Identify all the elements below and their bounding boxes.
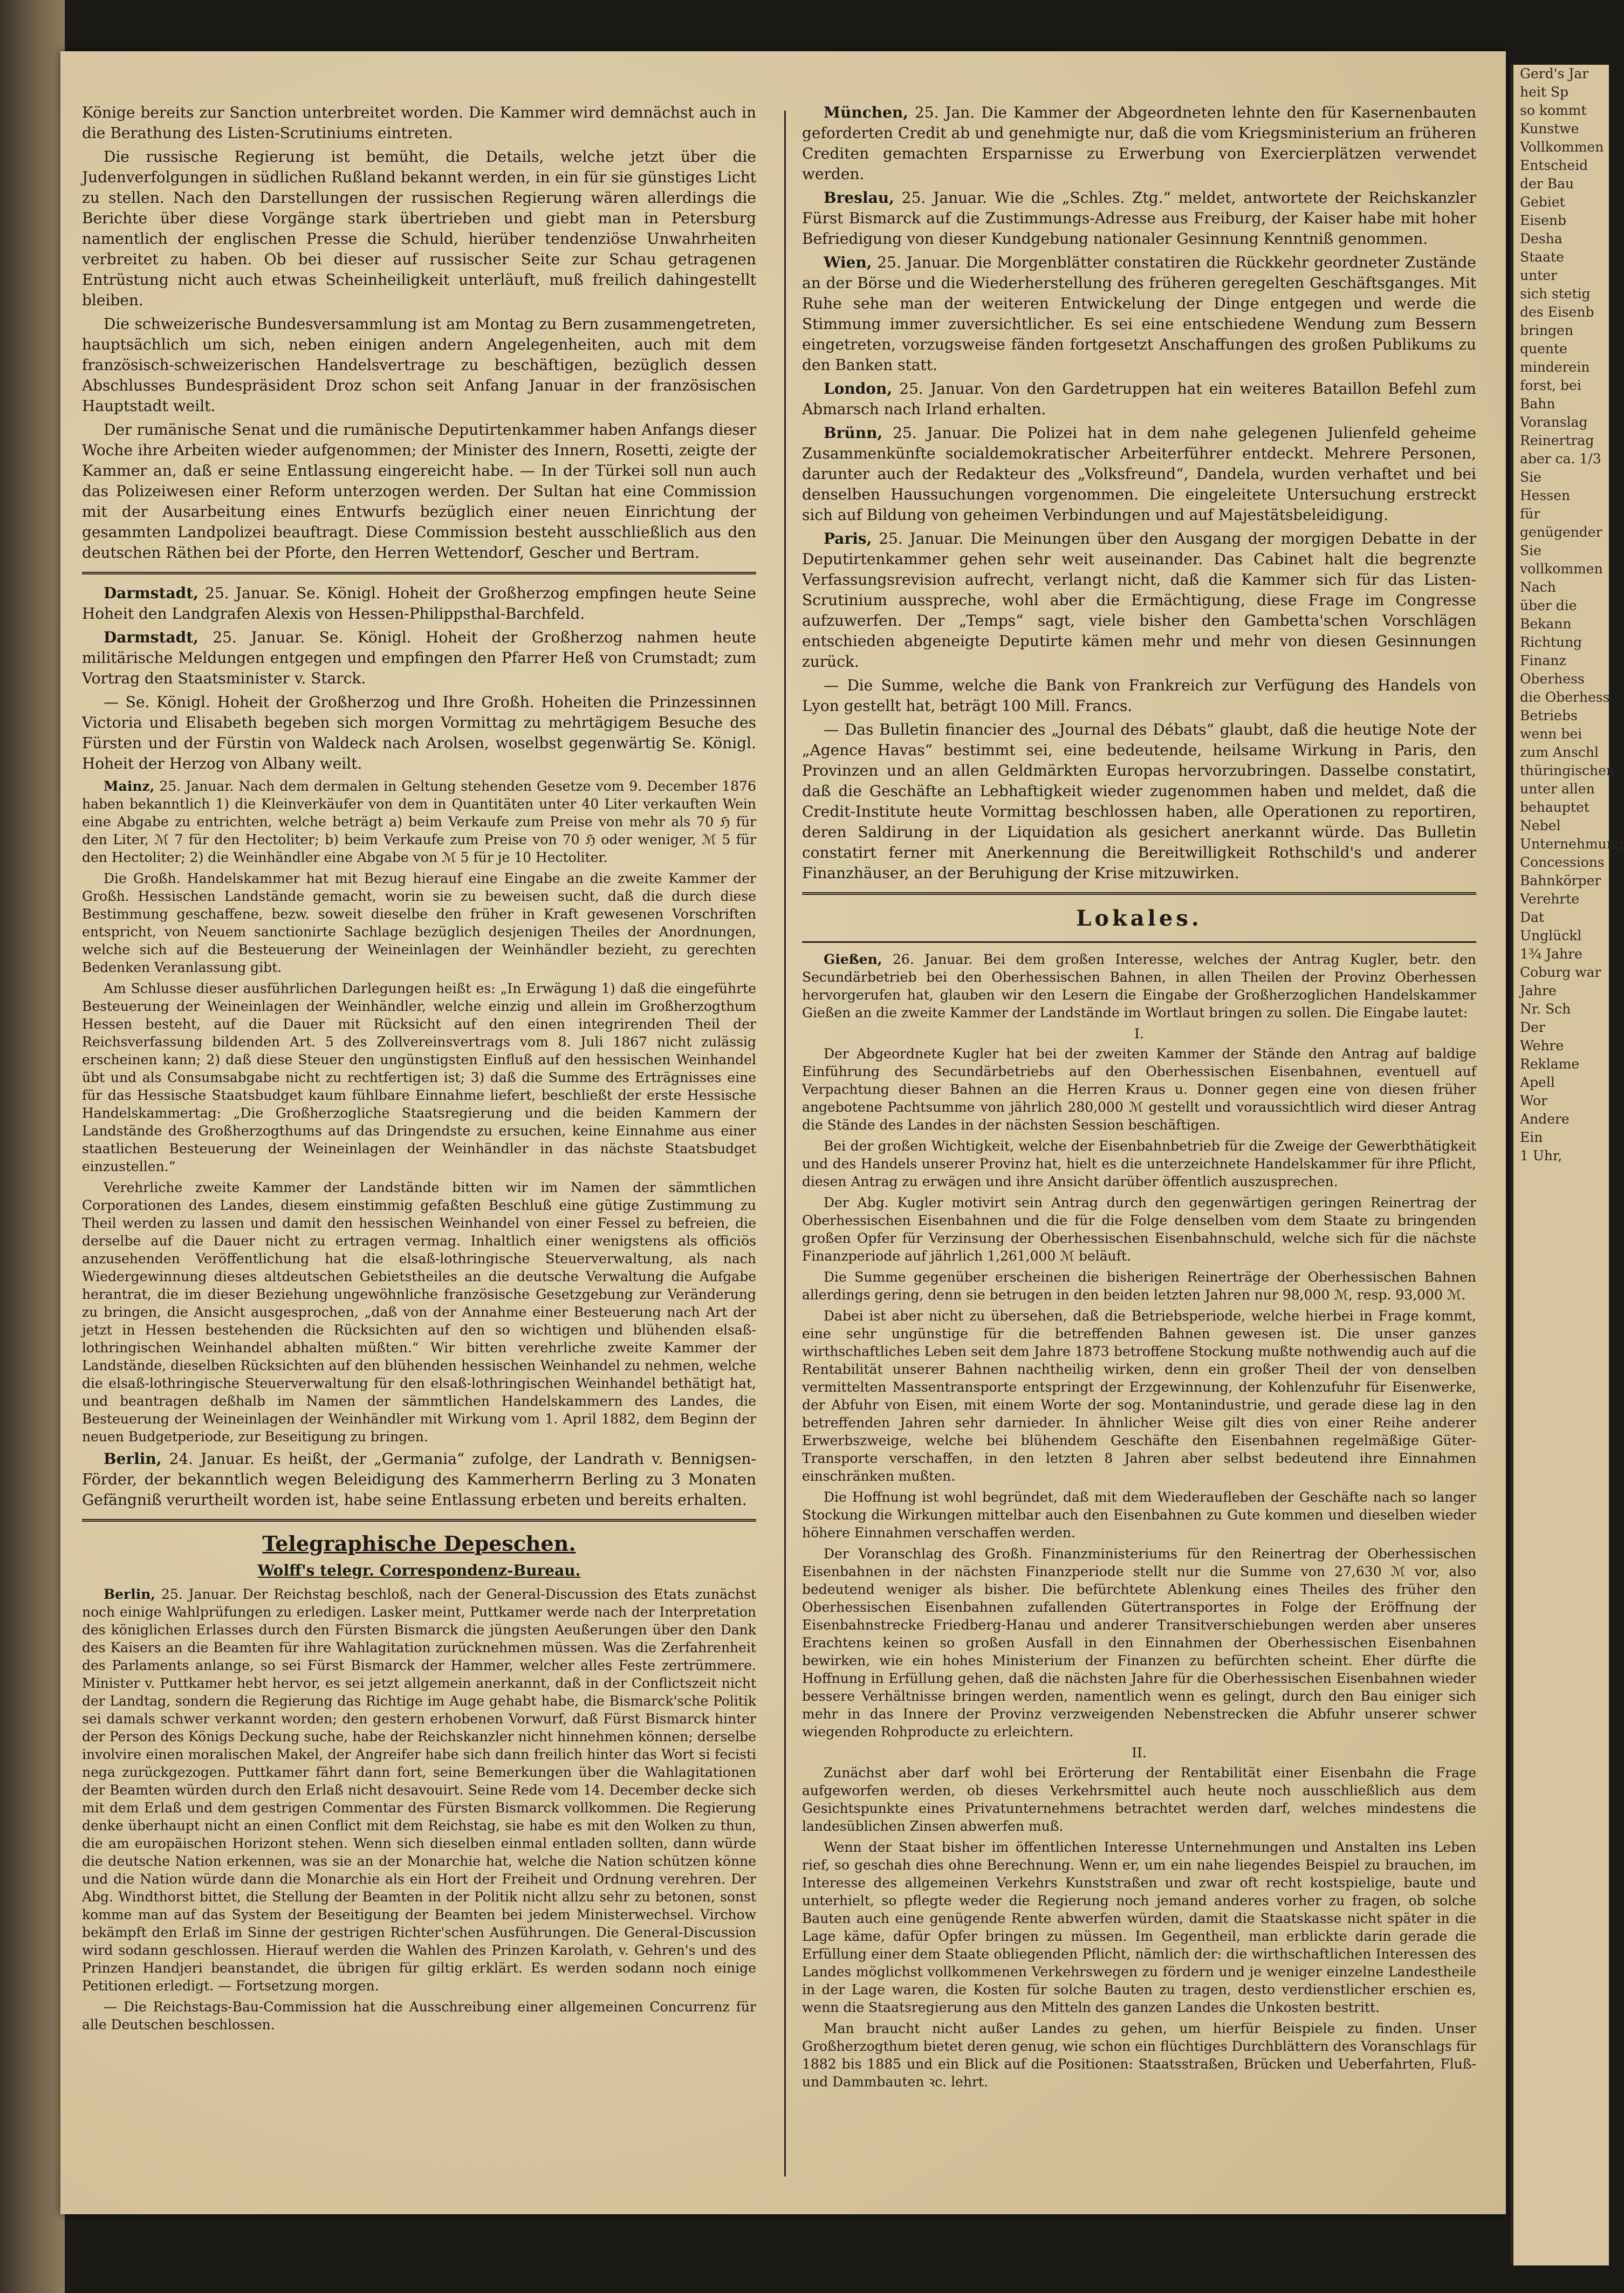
adjacent-page-line: thüringischen <box>1520 763 1615 778</box>
article-paragraph: Bei der großen Wichtigkeit, welche der Eisenbahnbetrieb für die Zweige der Gewerbthätigkeit und des Handels unserer Provinz hat, hielt es die unterzeichnete Handelskammer für ihre Pflicht, diesen Antrag zu erwägen und ihre Ansicht darüber öffentlich auszusprechen. <box>802 1138 1476 1189</box>
article-paragraph: Wenn der Staat bisher im öffentlichen Interesse Unternehmungen und Anstalten ins Leben rief, so geschah dies ohne Berechnung. Wenn er, um ein nahe liegendes Beispiel zu brauchen, im Interesse des allgemeinen Verkehrs Kunststraßen und zwar oft recht kostspielige, baute und unterhielt, so pflegte weder die Regierung noch jemand anderes vorher zu fragen, ob solche Bauten auch eine genügende Rente abwerfen würden, damit die Staatskasse nicht später in die Lage käme, dafür Opfer bringen zu müssen. Im Gegentheil, man erblickte darin gerade die Erfüllung einer dem Staate obliegenden Pflicht, nämlich der: die wirthschaftlichen Interessen des Landes möglichst vollkommenen Verkehrswegen zu fördern und je weniger einzelne Landestheile in der Lage waren, die Kosten für solche Bauten zu tragen, desto verdienstlicher erschien es, wenn die Staatsregierung aus den Mitteln des ganzen Landes die Unkosten bestritt. <box>802 1839 1476 2015</box>
right-column <box>802 102 1476 2190</box>
news-text: 25. Januar. Nach dem dermalen in Geltung stehenden Gesetze vom 9. December 1876 haben bekanntlich 1) die Kleinverkäufer von dem in Quantitäten unter 40 Liter verkauften Wein eine Abgabe zu entrichten, welche beträgt a) beim Verkaufe zum Preise von mehr als 70 ℌ für den Liter, ℳ 7 für den Hectoliter; b) beim Verkaufe zum Preise von 70 ℌ oder weniger, ℳ 5 für den Hectoliter; 2) die Weinhändler eine Abgabe von ℳ 5 für je 10 Hectoliter. <box>82 778 756 865</box>
adjacent-page-line: Voranslag <box>1520 414 1588 430</box>
dateline: Gießen, <box>824 952 882 967</box>
article-paragraph: — Die Reichstags-Bau-Commission hat die Ausschreibung einer allgemeinen Concurrenz für alle Deutschen beschlossen. <box>82 1999 756 2032</box>
adjacent-page-line: Dat <box>1520 909 1544 925</box>
article-paragraph: Zunächst aber darf wohl bei Erörterung der Rentabilität einer Eisenbahn die Frage aufgeworfen werden, ob dieses Verkehrsmittel auch heute noch ausschließlich aus dem Gesichtspunkte eines Privatunternehmens betrachtet werden darf, welches mindestens die landesüblichen Zinsen abwerfen muß. <box>802 1765 1476 1834</box>
news-item-darmstadt <box>82 627 756 689</box>
adjacent-page-line: heit Sp <box>1520 84 1569 100</box>
adjacent-page-line: Hessen <box>1520 488 1571 503</box>
dateline: Darmstadt, <box>104 584 198 602</box>
adjacent-page-line: minderein <box>1520 359 1590 375</box>
news-text: 25. Januar. Von den Gardetruppen hat ein weiteres Bataillon Befehl zum Abmarsch nach Irland erhalten. <box>802 380 1476 418</box>
news-item-berlin <box>82 1449 756 1510</box>
telegraph-section-title: Telegraphische Depeschen. <box>262 1531 576 1556</box>
dateline: Paris, <box>824 530 872 547</box>
adjacent-page-line: quente <box>1520 341 1567 357</box>
article-paragraph: Man braucht nicht außer Landes zu gehen, um hierfür Beispiele zu finden. Unser Großherzogthum bietet deren genug, wie schon ein flüchtiges Durchblättern des Voranschlags für 1882 bis 1885 und ein Blick auf die Positionen: Staatsstraßen, Brücken und Ueberfahrten, Fluß- und Dammbauten ꝛc. lehrt. <box>802 2021 1476 2090</box>
adjacent-page-line: Sie <box>1520 469 1541 485</box>
dateline: Berlin, <box>104 1450 162 1468</box>
telegraph-section-subtitle: Wolff's telegr. Correspondenz-Bureau. <box>257 1562 581 1579</box>
news-item-giessen <box>802 950 1476 1022</box>
section-divider <box>802 892 1476 895</box>
news-text: 24. Januar. Es heißt, der „Germania“ zufolge, der Landrath v. Bennigsen-Förder, der bekanntlich wegen Beleidigung des Kammerherrn Berling zu 3 Monaten Gefängniß verurtheilt worden ist, habe seine Entlassung erbeten und bereits erhalten. <box>82 1450 757 1509</box>
adjacent-page-line: Apell <box>1520 1074 1555 1090</box>
adjacent-page-line: unter <box>1520 268 1557 283</box>
adjacent-page-line: zum Anschl <box>1520 744 1599 760</box>
left-column <box>82 102 756 2190</box>
section-divider <box>82 572 756 574</box>
article-paragraph: Die schweizerische Bundesversammlung ist am Montag zu Bern zusammengetreten, hauptsächlich um sich, neben einigen andern Angelegenheiten, auch mit dem französisch-schweizerischen Handelsvertrage zu beschäftigen, bezüglich dessen Abschlusses Bundespräsident Droz schon seit Anfang Januar in der französischen Hauptstadt weilt. <box>82 315 756 415</box>
adjacent-page-line: Desha <box>1520 231 1563 247</box>
adjacent-page-line: vollkommen <box>1520 561 1603 577</box>
article-paragraph: — Das Bulletin financier des „Journal des Débats“ glaubt, daß die heutige Note der „Agence Havas“ bestimmt sei, eine bedeutende, heilsame Wirkung in Paris, den Provinzen und an allen Geldmärkten Europas hervorzubringen. Dasselbe constatirt, daß die Geschäfte an Lebhaftigkeit wieder zugenommen haben und meldet, daß die Credit-Institute heute Vormittag beschlossen haben, alle Operationen zu reportiren, deren Saldirung in der Liquidation als gesichert anerkannt würde. Das Bulletin constatirt ferner mit Anerkennung die Bereitwilligkeit Rothschild's und anderer Finanzhäuser, an der Beruhigung der Krise mitzuwirken. <box>802 721 1476 882</box>
adjacent-page-line: unter allen <box>1520 781 1595 797</box>
adjacent-page-line: aber ca. 1/3 <box>1520 451 1601 467</box>
adjacent-page-line: des Eisenb <box>1520 304 1594 320</box>
adjacent-page-line: der Bau <box>1520 176 1574 191</box>
news-text: 25. Januar. Der Reichstag beschloß, nach der General-Discussion des Etats zunächst noch einige Wahlprüfungen zu erledigen. Lasker meint, Puttkamer werde nach der Interpretation des königlichen Erlasses durch den Fürsten Bismarck die jüngsten Aeußerungen über den Dank des Kaisers an die Beamten für ihre Wahlagitation zurücknehmen müssen. Was die Zerfahrenheit des Parlaments anlange, so sei Fürst Bismarck der Hammer, welcher alles Feste zertrümmere. Minister v. Puttkamer hebt hervor, es sei jetzt allgemein anerkannt, daß in der Conflictszeit nicht der Landtag, sondern die Regierung das Richtige im Auge gehabt habe, die Bismarck'sche Politik sei damals schwer verkannt worden; den gestern erhobenen Vorwurf, daß Fürst Bismarck hinter der Person des Königs Deckung suche, habe der Reichskanzler nicht hinnehmen können; derselbe involvire einen moralischen Makel, der Angreifer habe sich dann freilich hinter das Wort si fecisti nega zurückgezogen. Puttkamer fährt dann fort, seine Bemerkungen über die Wahlagitationen der Beamten würden durch den Erlaß nicht desavouirt. Seine Rede vom 14. December decke sich mit dem Erlaß und dem gestrigen Commentar des Fürsten Bismarck vollkommen. Die Regierung denke überhaupt nicht an einen Conflict mit dem Reichstag, sie habe es mit den Wolken zu thun, die am europäischen Horizont stehen. Wenn sich dieselben einmal entladen sollten, dann würde die deutsche Nation erkennen, was sie an der Monarchie hat, welche die Nation schützen könne und die Nation würde dann die Monarchie als ein Hort der Freiheit und Ordnung verehren. Der Abg. Windthorst bittet, die Stellung der Beamten in der Politik nicht allzu sehr zu betonen, sonst komme man auf das System der Beseitigung der Beamten bei jedem Ministerwechsel. Virchow bekämpft den Erlaß im Sinne der gestrigen Richter'schen Ausführungen. Die General-Discussion wird sodann geschlossen. Hierauf werden die Wahlen des Prinzen Karolath, v. Gehren's und des Prinzen Handjeri beanstandet, die übrigen für giltig erklärt. Es werden sodann noch einige Petitionen erledigt. — Fortsetzung morgen. <box>82 1586 756 1994</box>
news-item-mainz <box>82 777 756 866</box>
article-paragraph: Der rumänische Senat und die rumänische Deputirtenkammer haben Anfangs dieser Woche ihre Arbeiten wieder aufgenommen; der Minister des Innern, Rosetti, zeigte der Kammer an, daß er seine Entlassung eingereicht habe. — In der Türkei soll nun auch das Polizeiwesen einer Reform unterzogen werden. Der Sultan hat eine Commission mit der Ausarbeitung eines Entwurfs bezüglich einer neuen Einrichtung der gesammten Landpolizei beauftragt. Diese Commission besteht ausschließlich aus den deutschen Räthen bei der Pforte, den Herren Wettendorf, Gescher und Bertram. <box>82 421 756 562</box>
adjacent-page-line: Wor <box>1520 1093 1548 1108</box>
news-text: 25. Januar. Se. Königl. Hoheit der Großherzog nahmen heute militärische Meldungen entgegen und empfingen den Pfarrer Heß von Crumstadt; zum Vortrag den Staatsminister v. Starck. <box>82 628 756 687</box>
adjacent-page-line: Oberhess <box>1520 671 1585 687</box>
adjacent-page-line: 1 Uhr, <box>1520 1148 1563 1163</box>
adjacent-page-line: Jahre <box>1520 983 1557 998</box>
section-divider <box>82 1519 756 1522</box>
dateline: Mainz, <box>104 778 155 794</box>
section-numeral: I. <box>1134 1026 1144 1042</box>
dateline: Brünn, <box>824 424 883 442</box>
adjacent-page-text <box>1513 65 1624 1165</box>
adjacent-page-line: Gebiet <box>1520 194 1565 210</box>
adjacent-page-line: behauptet <box>1520 799 1589 815</box>
adjacent-page-line: Bahn <box>1520 396 1556 412</box>
article-paragraph: Die Großh. Handelskammer hat mit Bezug hierauf eine Eingabe an die zweite Kammer der Großh. Hessischen Landstände gemacht, worin sie zu beweisen sucht, daß die durch diese Bestimmung geschaffene, bezw. soweit dieselbe den früher in Kraft gewesenen Vorschriften entspricht, von Neuem sanctionirte Sachlage bezüglich desjenigen Theiles der Anordnungen, welche sich auf die Besteuerung der Weineinlagen der Weinhändler bezieht, zu gerechten Bedenken Veranlassung gibt. <box>82 871 756 975</box>
adjacent-page-line: sich stetig <box>1520 286 1591 302</box>
adjacent-page-line: Bahnkörper <box>1520 873 1601 888</box>
adjacent-page-line: Kunstwe <box>1520 121 1579 136</box>
section-numeral: II. <box>1132 1745 1147 1761</box>
adjacent-page-line: Andere <box>1520 1111 1570 1127</box>
adjacent-page-line: Finanz <box>1520 653 1566 668</box>
adjacent-page-line: Unternehmung <box>1520 836 1624 852</box>
dateline: Darmstadt, <box>104 628 198 646</box>
adjacent-page-line: über die <box>1520 598 1577 613</box>
article-paragraph: — Die Summe, welche die Bank von Frankreich zur Verfügung des Handels von Lyon gestellt hat, beträgt 100 Mill. Francs. <box>802 676 1476 715</box>
adjacent-page-line: Nebel <box>1520 818 1561 833</box>
book-binding-edge <box>0 0 65 2293</box>
news-text: 25. Januar. Die Polizei hat in dem nahe gelegenen Julienfeld geheime Zusammenkünfte socialdemokratischer Arbeiterführer entdeckt. Mehrere Personen, darunter auch der Redakteur des „Volksfreund“, Dandela, wurden verhaftet und bei denselben Haussuchungen vorgenommen. Die eingeleitete Untersuchung erstreckt sich auf Bildung von geheimen Verbindungen und auf Majestätsbeleidigung. <box>802 424 1476 524</box>
adjacent-page-line: Reklame <box>1520 1056 1580 1072</box>
news-item-berlin-telegraph <box>82 1585 756 1995</box>
news-text: 25. Januar. Se. Königl. Hoheit der Großherzog empfingen heute Seine Hoheit den Landgrafen Alexis von Hessen-Philippsthal-Barchfeld. <box>82 584 757 622</box>
adjacent-page-line: Betriebs <box>1520 708 1578 723</box>
column-rule <box>784 111 786 2176</box>
adjacent-page-line: Nr. Sch <box>1520 1001 1571 1017</box>
news-item-darmstadt <box>82 583 756 624</box>
adjacent-page-line: Entscheid <box>1520 158 1588 173</box>
adjacent-page-line: Gerd's Jar <box>1520 66 1589 81</box>
dateline: Wien, <box>824 254 872 271</box>
adjacent-page-line: Ein <box>1520 1130 1543 1145</box>
adjacent-page-line: Wehre <box>1520 1038 1564 1053</box>
adjacent-page-line: Eisenb <box>1520 213 1566 228</box>
news-text: 25. Jan. Die Kammer der Abgeordneten lehnte den für Kasernenbauten geforderten Credit ab und genehmigte nur, daß die vom Kriegsministerium an früheren Crediten gemachten Ersparnisse zu Erwerbung von Exercierplätzen verwendet werden. <box>802 104 1476 183</box>
adjacent-page-line: Staate <box>1520 249 1564 265</box>
adjacent-page-line: Unglückl <box>1520 928 1582 943</box>
adjacent-page-line: Richtung <box>1520 634 1582 650</box>
article-paragraph: Könige bereits zur Sanction unterbreitet worden. Die Kammer wird demnächst auch in die Berathung des Listen-Scrutiniums eintreten. <box>82 104 756 142</box>
adjacent-page-line: 1¾ Jahre <box>1520 946 1582 962</box>
news-item-paris <box>802 529 1476 672</box>
dateline: London, <box>824 380 893 398</box>
news-item-darmstadt: — Se. Königl. Hoheit der Großherzog und Ihre Großh. Hoheiten die Prinzessinnen Victoria und Elisabeth begeben sich morgen Vormittag zu mehrtägigem Besuche des Fürsten und der Fürstin von Waldeck nach Arolsen, woselbst gegenwärtig Se. Königl. Hoheit der Herzog von Albany weilt. <box>82 693 756 772</box>
adjacent-page-line: bringen <box>1520 323 1573 338</box>
article-paragraph: Am Schlusse dieser ausführlichen Darlegungen heißt es: „In Erwägung 1) daß die eingeführte Besteuerung der Weineinlagen der Weinhändler, welche einzig und allein im Großherzogthum Hessen besteht, auf die Dauer mit Rücksicht auf den einen integrirenden Theil der Reichsverfassung bildenden Art. 5 des Zollvereinsvertrags vom 8. Juli 1867 nicht zulässig erscheinen kann; 2) daß diese Steuer den ungünstigsten Einfluß auf den hessischen Weinhandel übt und als Consumsabgabe nicht zu rechtfertigen ist; 3) daß die Summe des Erträgnisses eine für das Hessische Staatsbudget kaum fühlbare Einnahme liefert, beschließt der erste Hessische Handelskammertag: „Die Großherzogliche Staatsregierung und die beiden Kammern der Landstände des Großherzogthums auf das Dringendste zu ersuchen, keine Einnahme aus einer staatlichen Besteuerung der Weineinlagen der Weinhändler in das nächste Staatsbudget einzustellen.“ <box>82 981 756 1174</box>
adjacent-page-fragment <box>1510 65 1624 2265</box>
news-text: 25. Januar. Wie die „Schles. Ztg.“ meldet, antwortete der Reichskanzler Fürst Bismarck auf die Zustimmungs-Adresse aus Freiburg, der Kaiser habe mit hoher Befriedigung von dieser Kundgebung nationaler Gesinnung Kenntniß genommen. <box>802 189 1476 248</box>
article-paragraph: Der Abg. Kugler motivirt sein Antrag durch den gegenwärtigen geringen Reinertrag der Oberhessischen Eisenbahnen und die für die Folge denselben vom dem Staate zu bringenden großen Opfer für Verzinsung der Oberhessischen Eisenbahnschuld, welche sich für die nächste Finanzperiode auf jährlich 1,261,000 ℳ beläuft. <box>802 1195 1476 1264</box>
dateline: München, <box>824 104 909 121</box>
news-item-london <box>802 379 1476 420</box>
adjacent-page-line: genügender <box>1520 524 1602 540</box>
adjacent-page-line: Concessions <box>1520 854 1605 870</box>
adjacent-page-line: Bekann <box>1520 616 1572 632</box>
section-divider <box>802 941 1476 943</box>
adjacent-page-line: Der <box>1520 1019 1545 1035</box>
article-paragraph: Der Abgeordnete Kugler hat bei der zweiten Kammer der Stände den Antrag auf baldige Einführung des Secundärbetriebs auf den Oberhessischen Eisenbahnen, eventuell auf Verpachtung dieser Bahnen an die Herren Kraus u. Donner gegen eine von diesen früher angebotene Pachtsumme von jährlich 280,000 ℳ gestellt und voraussichtlich wird dieser Antrag die Stände des Landes in der nächsten Session beschäftigen. <box>802 1046 1476 1133</box>
article-paragraph: Dabei ist aber nicht zu übersehen, daß die Betriebsperiode, welche hierbei in Frage kommt, eine sehr ungünstige für die betreffenden Bahnen gewesen ist. Die unser ganzes wirthschaftliches Leben seit dem Jahre 1873 betroffene Stockung mußte nothwendig auch auf die Rentabilität unserer Bahnen nachtheilig wirken, denn ein großer Theil der von denselben vermittelten Massentransporte entspringt der Erzgewinnung, der Kohlenzufuhr für Eisenwerke, der Abfuhr von Eisen, mit einem Worte der sog. Montanindustrie, und gerade diese lag in den betreffenden Jahren sehr darnieder. In ähnlicher Weise gilt dies von einer Reihe anderer Erwerbszweige, welche bei blühendem Geschäfte den Eisenbahnen regelmäßige Güter-Transporte verschaffen, in den letzten 8 Jahren aber selbst bedeutend ihre Einnahmen einschränken mußten. <box>802 1308 1476 1484</box>
adjacent-page-line: Sie <box>1520 543 1541 558</box>
adjacent-page-line: so kommt <box>1520 102 1587 118</box>
news-item-bruenn <box>802 423 1476 525</box>
adjacent-page-line: Verehrte <box>1520 891 1580 907</box>
adjacent-page-line: für <box>1520 506 1540 522</box>
news-text: 25. Januar. Die Morgenblätter constatiren die Rückkehr geordneter Zustände an der Börse und die Wiederherstellung des früheren geregelten Geschäftsganges. Mit Ruhe sehe man der weiteren Entwickelung der Dinge entgegen und werde die Stimmung immer zuversichtlicher. Es sei eine entschiedene Wendung zum Bessern eingetreten, vorzugsweise fänden fortgesetzt Anschaffungen des großen Publikums zu den Banken statt. <box>802 254 1476 374</box>
news-text: 26. Januar. Bei dem großen Interesse, welches der Antrag Kugler, betr. den Secundärbetrieb bei den Oberhessischen Bahnen, in allen Theilen der Provinz Oberhessen hervorgerufen hat, glauben wir den Lesern die Eingabe der Großherzoglichen Handelskammer Gießen an die zweite Kammer der Landstände im Wortlaut bringen zu sollen. Die Eingabe lautet: <box>802 952 1476 1021</box>
lokales-section-title: Lokales. <box>1076 906 1202 931</box>
adjacent-page-line: Vollkommen <box>1520 139 1604 155</box>
adjacent-page-line: Nach <box>1520 579 1556 595</box>
article-paragraph: Die Hoffnung ist wohl begründet, daß mit dem Wiederaufleben der Geschäfte nach so langer Stockung die Wirkungen mittelbar auch den Eisenbahnen zu Gute kommen und dieselben wieder höhere Einnahmen verschaffen werden. <box>802 1489 1476 1541</box>
dateline: Berlin, <box>104 1586 156 1602</box>
newspaper-page <box>60 51 1506 2214</box>
news-item-breslau <box>802 188 1476 249</box>
article-paragraph: Verehrliche zweite Kammer der Landstände bitten wir im Namen der sämmtlichen Corporationen des Landes, diesem einstimmig gefaßten Beschluß eine gütige Zustimmung zu Theil werden zu lassen und damit den hessischen Weinhandel von einer Fessel zu befreien, die derselbe auf die Dauer nicht zu ertragen vermag. Inhaltlich einer wenigstens als officiös anzusehenden Veröffentlichung hat die elsaß-lothringische Steuerverwaltung, als nach Wiedergewinnung dieses altdeutschen Gebietstheiles an die deutsche Verwaltung die Aufgabe herantrat, die im dieser Beziehung ungewöhnliche französische Gesetzgebung zur Veränderung zu bringen, die Ansicht ausgesprochen, „daß von der Annahme einer Besteuerung nach Art der jetzt in Hessen bestehenden die Rücksichten auf den so wichtigen und blühenden elsaß-lothringischen Weinhandel abhalten müßten.“ Wir bitten verehrliche zweite Kammer der Landstände, dieselben Rücksichten auf den blühenden hessischen Weinhandel zu nehmen, welche die elsaß-lothringische Steuerverwaltung für den elsaß-lothringischen Weinhandel bethätigt hat, und beantragen deßhalb im Namen der sämmtlichen Handelskammern des Landes, die Besteuerung der Weineinlagen der Weinhändler mit Wirkung vom 1. April 1882, dem Beginn der neuen Budgetperiode, zur Beseitigung zu bringen. <box>82 1180 756 1445</box>
news-text: 25. Januar. Die Meinungen über den Ausgang der morgigen Debatte in der Deputirtenkammer gehen sehr weit auseinander. Das Cabinet halt die begrenzte Verfassungsrevision aufrecht, verlangt nicht, daß die Kammer sich für das Listen-Scrutinium ausspreche, wohl aber die Ermächtigung, diese Frage im Congresse aufzuwerfen. Der „Temps“ sagt, viele bisher den Gambetta'schen Vorschlägen entschieden abgeneigte Deputirte kämen mehr und mehr von diesen Gesinnungen zurück. <box>802 530 1476 670</box>
article-paragraph: Die Summe gegenüber erscheinen die bisherigen Reinerträge der Oberhessischen Bahnen allerdings gering, denn sie betrugen in den beiden letzten Jahren nur 98,000 ℳ, resp. 93,000 ℳ. <box>802 1269 1476 1303</box>
news-item-wien <box>802 252 1476 375</box>
article-paragraph: Der Voranschlag des Großh. Finanzministeriums für den Reinertrag der Oberhessischen Eisenbahnen in der nächsten Finanzperiode stellt nur die Summe von 27,630 ℳ vor, also bedeutend weniger als bisher. Die befürchtete Ablenkung eines Theiles des früher den Oberhessischen Eisenbahnen zufallenden Gütertransportes in Folge der Eröffnung der Eisenbahnstrecke Friedberg-Hanau und anderer Transitverschiebungen werden aber unseres Erachtens keinen so großen Ausfall in den Einnahmen der Oberhessischen Eisenbahnen bewirken, wie ein hohes Ministerium der Finanzen zu befürchten scheint. Eher dürfte die Hoffnung in Erfüllung gehen, daß die nächsten Jahre für die Oberhessischen Eisenbahnen wieder bessere Verhältnisse bringen werden, namentlich wenn es gelingt, durch den Bau einiger sich mehr in das Innere der Provinz verzweigenden Nebenstrecken die Abfuhr unserer schwer wiegenden Rohproducte zu erleichtern. <box>802 1546 1476 1740</box>
adjacent-page-line: forst, bei <box>1520 378 1581 393</box>
news-item-muenchen <box>802 102 1476 184</box>
adjacent-page-line: die Oberhess <box>1520 689 1610 705</box>
article-paragraph: Die russische Regierung ist bemüht, die Details, welche jetzt über die Judenverfolgungen in südlichen Rußland bekannt werden, in ein für sie günstiges Licht zu stellen. Nach den Darstellungen der russischen Regierung wären allerdings die Berichte über diese Vorgänge stark übertrieben und giebt man in Petersburg namentlich der englischen Presse die Schuld, hierüber tendenziöse Unwahrheiten verbreitet zu haben. Ob bei dieser auf russischer Seite zur Schau getragenen Entrüstung nicht auch etwas Scheinheiligkeit unterläuft, muß freilich dahingestellt bleiben. <box>82 148 756 309</box>
dateline: Breslau, <box>824 189 894 207</box>
adjacent-page-line: wenn bei <box>1520 726 1582 742</box>
adjacent-page-line: Coburg war <box>1520 964 1601 980</box>
adjacent-page-line: Reinertrag <box>1520 433 1594 448</box>
